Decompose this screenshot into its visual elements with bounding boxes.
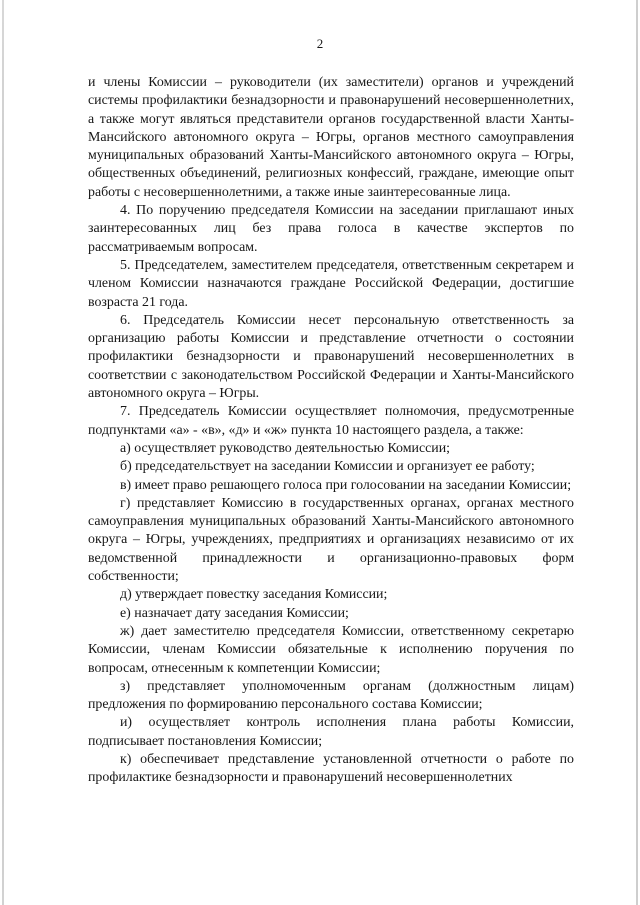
subitem-a: а) осуществляет руководство деятельностью Комиссии; [120, 440, 451, 456]
subitem-k: к) обеспечивает представление установленной отчетности о работе по профилактике безнадзорности и правонарушений несовершеннолетних [88, 751, 574, 786]
page-number: 2 [316, 36, 324, 51]
document-body [88, 74, 574, 788]
subitem-g: г) представляет Комиссию в государственных органах, органах местного самоуправления муниципальных образований Ханты-Мансийского автономного округа – Югры, учреждениях, предприятиях и организациях независимо от их ведомственной принадлежности и организационно-правовых форм собственности; [88, 495, 574, 585]
scan-edge-left [2, 0, 4, 905]
paragraph-item-6: 6. Председатель Комиссии несет персональную ответственность за организацию работы Комиссии и представление отчетности о состоянии профилактики безнадзорности и правонарушений несовершеннолетних в соответствии с законодательством Российской Федерации и Ханты-Мансийского автономного округа – Югры. [88, 312, 574, 402]
scan-edge-right [636, 0, 638, 905]
paragraph-item-7: 7. Председатель Комиссии осуществляет полномочия, предусмотренные подпунктами «а» - «в», «д» и «ж» пункта 10 настоящего раздела, а также: [88, 404, 574, 438]
subitem-d: д) утверждает повестку заседания Комиссии; [120, 587, 388, 603]
subitem-zh: ж) дает заместителю председателя Комиссии, ответственному секретарю Комиссии, членам Комиссии обязательные к исполнению поручения по вопросам, отнесенным к компетенции Комиссии; [88, 623, 574, 676]
subitem-e: е) назначает дату заседания Комиссии; [120, 605, 349, 621]
subitem-v: в) имеет право решающего голоса при голосовании на заседании Комиссии; [120, 477, 572, 493]
subitem-b: б) председательствует на заседании Комиссии и организует ее работу; [120, 459, 535, 475]
subitem-i: и) осуществляет контроль исполнения плана работы Комиссии, подписывает постановления Комиссии; [88, 715, 574, 749]
paragraph-item-4: 4. По поручению председателя Комиссии на заседании приглашают иных заинтересованных лиц без права голоса в качестве экспертов по рассматриваемым вопросам. [88, 203, 574, 255]
paragraph-item-5: 5. Председателем, заместителем председателя, ответственным секретарем и членом Комиссии назначаются граждане Российской Федерации, достигшие возраста 21 года. [88, 257, 574, 310]
paragraph-continuation: и члены Комиссии – руководители (их заместители) органов и учреждений системы профилактики безнадзорности и правонарушений несовершеннолетних, а также могут являться представители органов государственной власти Ханты-Мансийского автономного округа – Югры, органов местного самоуправления муниципальных образований Ханты-Мансийского автономного округа – Югры, общественных объединений, религиозных конфессий, граждане, имеющие опыт работы с несовершеннолетними, а также иные заинтересованные лица. [88, 75, 574, 200]
subitem-z: з) представляет уполномоченным органам (должностным лицам) предложения по формированию персонального состава Комиссии; [88, 678, 574, 713]
